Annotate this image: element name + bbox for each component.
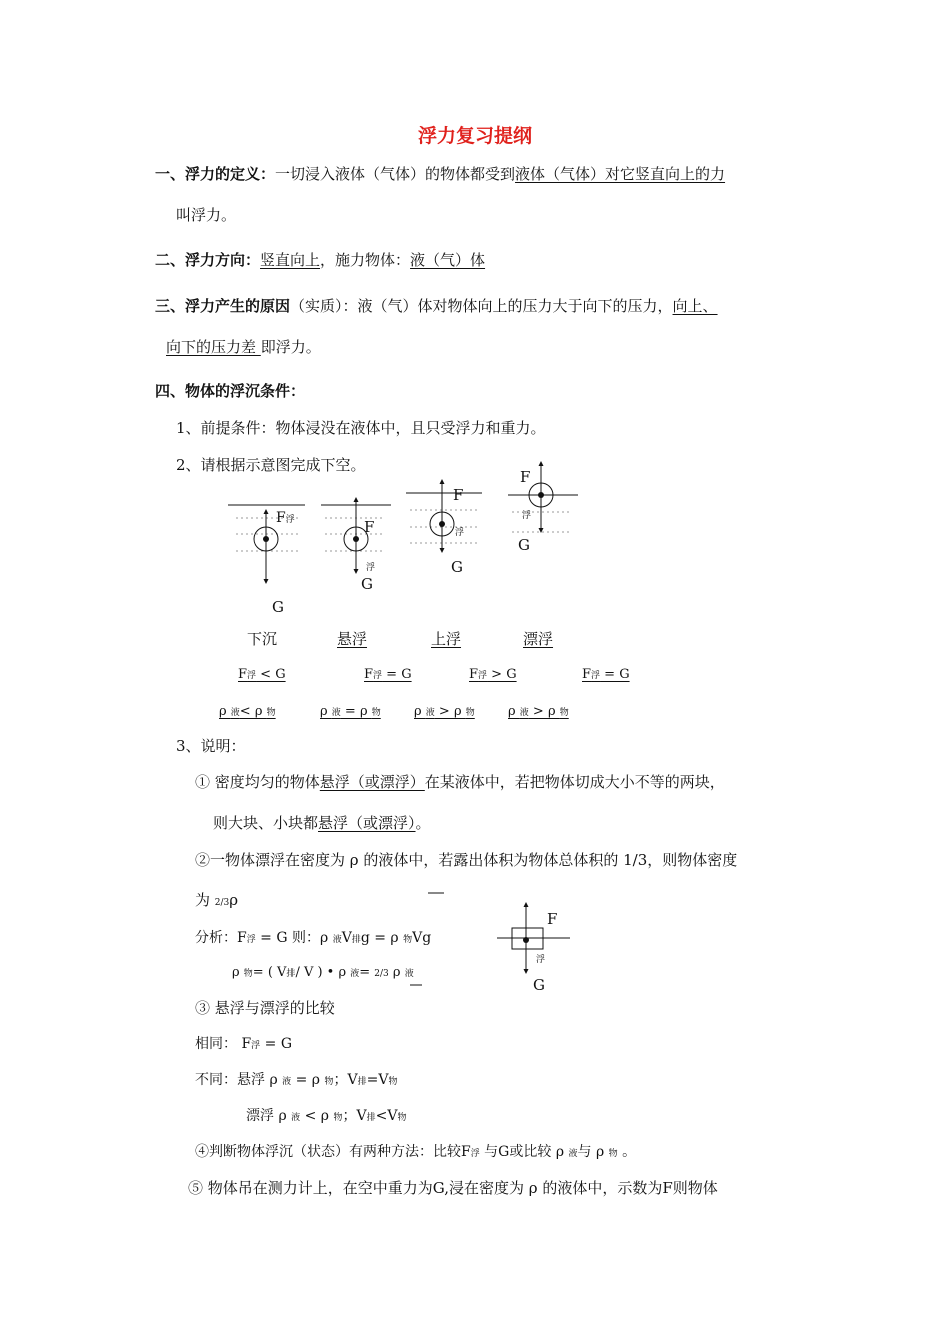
density-rel-suspend: ρ 液 = ρ 物 [320,704,381,719]
sink-gravity-label: G [272,598,284,616]
section-1-heading: 一、浮力的定义： [155,165,276,183]
float-gravity-label: G [518,536,530,554]
force-rel-rise: F浮 > G [469,667,517,682]
note-1-line-1: ① 密度均匀的物体悬浮（或漂浮）在某液体中，若把物体切成大小不等的两块， [195,773,725,791]
analysis-line-2: ρ 物= ( V排/ V ) • ρ 液= 2/3 ρ 液 [232,965,414,980]
section-2-agent: 液（气）体 [410,251,486,269]
section-3-answer-1: 向上、 [672,297,718,315]
force-rel-sink: F浮 < G [238,667,286,682]
rise-force-label: F [453,486,464,504]
state-suspend: 悬浮 [337,630,368,648]
density-rel-rise: ρ 液 > ρ 物 [414,704,475,719]
density-rel-sink: ρ 液< ρ 物 [219,704,276,719]
analysis-force-sub: 浮 [536,955,546,965]
note-5-line: ⑤ 物体吊在测力计上，在空中重力为G,浸在密度为 ρ 的液体中，示数为F则物体 [188,1179,718,1197]
state-sink: 下沉 [247,630,278,648]
section-3-text: （实质）：液（气）体对物体向上的压力大于向下的压力， [290,297,673,315]
float-force-sub: 浮 [522,511,532,521]
suspend-force-sub: 浮 [366,563,376,573]
force-rel-float: F浮 = G [582,667,630,682]
analysis-gravity-label: G [533,976,545,994]
compare-diff-suspend: 不同：悬浮 ρ 液 = ρ 物；V排=V物 [195,1072,398,1088]
note-1-line-2: 则大块、小块都悬浮（或漂浮）。 [213,814,431,832]
suspend-force-label: F [364,518,375,536]
compare-diff-float: 漂浮 ρ 液 < ρ 物；V排<V物 [246,1108,407,1124]
section-3-answer-2: 向下的压力差 [166,338,261,356]
rise-gravity-label: G [451,558,463,576]
analysis-force-label: F [547,910,558,928]
density-rel-float: ρ 液 > ρ 物 [508,704,569,719]
note-4-line: ④判断物体浮沉（状态）有两种方法：比较F浮 与G或比较 ρ 液与 ρ 物 。 [195,1144,637,1160]
premise-line: 1、前提条件：物体浸没在液体中，且只受浮力和重力。 [176,419,546,437]
section-1-answer: 液体（气体）对它竖直向上的力 [515,165,726,183]
sink-force-label: F浮 [276,510,295,526]
state-rise: 上浮 [431,630,462,648]
analysis-line-1: 分析：F浮 = G 则：ρ 液V排g = ρ 物Vg [195,930,432,946]
page-title: 浮力复习提纲 [417,125,532,147]
state-float: 漂浮 [523,630,554,648]
force-rel-suspend: F浮 = G [364,667,412,682]
section-3-heading: 三、浮力产生的原因 [155,297,291,315]
notes-heading: 3、说明： [176,737,246,755]
rise-force-sub: 浮 [455,528,465,538]
section-2-mid: ，施力物体： [320,251,411,269]
compare-same: 相同： F浮 = G [195,1036,293,1052]
section-1-text: 一切浸入液体（气体）的物体都受到 [275,165,516,183]
suspend-gravity-label: G [361,575,373,593]
note-3-heading: ③ 悬浮与漂浮的比较 [195,999,335,1017]
note-2-line-1: ②一物体漂浮在密度为 ρ 的液体中，若露出体积为物体总体积的 1/3，则物体密度 [195,851,738,869]
note-2-line-2: 为 2/3ρ [195,891,239,909]
section-1-continuation: 叫浮力。 [176,206,237,224]
diagram-instruction: 2、请根据示意图完成下空。 [176,456,366,474]
section-4-heading: 四、物体的浮沉条件： [155,382,306,400]
section-3-tail: 即浮力。 [260,338,321,356]
section-2-direction: 竖直向上 [260,251,321,269]
float-force-label: F [520,468,531,486]
section-2-heading: 二、浮力方向： [155,251,261,269]
